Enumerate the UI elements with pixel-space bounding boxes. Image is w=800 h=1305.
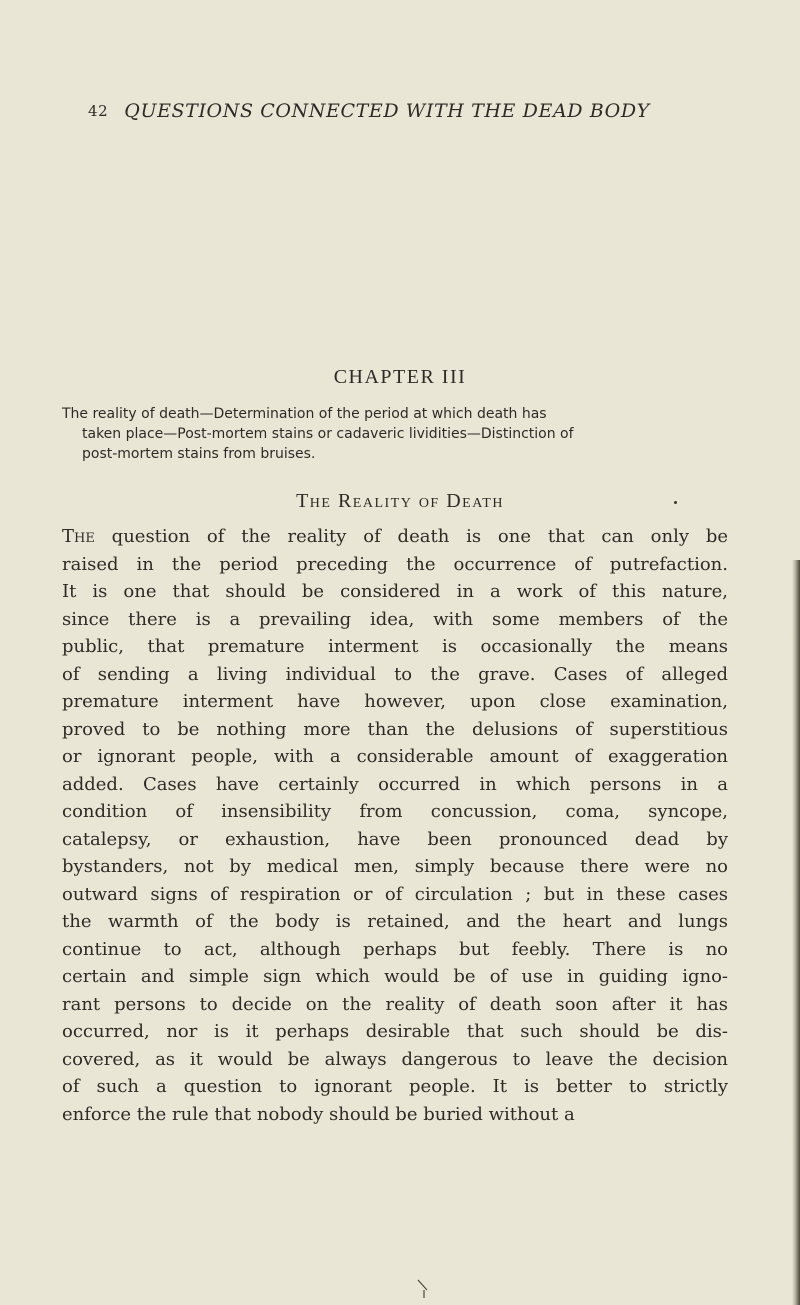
body-line: raised in the period preceding the occurrence of putrefaction. [62,553,728,575]
body-line: or ignorant people, with a considerable amount of exaggeration [62,746,728,767]
body-line: premature interment have however, upon close examination, [62,691,728,712]
body-line: the warmth of the body is retained, and the heart and lungs [62,911,728,932]
synopsis-line: The reality of death—Determination of the period at which death has [62,406,547,422]
body-line: covered, as it would be always dangerous to leave the decision [62,1048,728,1070]
body-line: catalepsy, or exhaustion, have been pronounced dead by [62,828,728,850]
body-line: continue to act, although perhaps but feebly. There is no [62,938,728,960]
synopsis-line: post-mortem stains from bruises. [82,446,316,462]
body-paragraph [62,523,728,1128]
stray-ink-dot [674,501,677,504]
body-line: occurred, nor is it perhaps desirable that such should be dis- [62,1021,728,1042]
running-head [88,100,728,130]
body-line: since there is a prevailing idea, with some members of the [62,608,728,630]
body-line: added. Cases have certainly occurred in which persons in a [62,773,728,795]
page-edge-shadow [792,560,800,1305]
body-line: of sending a living individual to the grave. Cases of alleged [62,663,728,685]
synopsis-line: taken place—Post-mortem stains or cadaveric lividities—Distinction of [82,426,574,442]
body-line: condition of insensibility from concussion, coma, syncope, [62,801,728,822]
body-line: public, that premature interment is occasionally the means [62,636,728,657]
body-line: of such a question to ignorant people. It is better to strictly [62,1076,728,1097]
body-line [62,523,728,551]
running-head-title: QUESTIONS CONNECTED WITH THE DEAD BODY [124,100,650,122]
lead-word: The [62,526,95,547]
chapter-title: CHAPTER III [333,366,467,388]
body-line: It is one that should be considered in a work of this nature, [62,581,728,602]
body-line: proved to be nothing more than the delusions of superstitious [62,718,728,740]
section-heading: The Reality of Death [296,490,504,512]
first-line-text: question of the reality of death is one that can only be [111,526,728,547]
chapter-synopsis [62,404,727,464]
body-line: rant persons to decide on the reality of death soon after it has [62,993,728,1015]
body-line: enforce the rule that nobody should be buried without a [62,1103,575,1125]
body-line: bystanders, not by medical men, simply because there were no [62,856,728,877]
page-number: 42 [88,102,109,120]
body-line: outward signs of respiration or of circulation ; but in these cases [62,883,728,905]
signature-mark-icon [416,1278,430,1300]
body-line: certain and simple sign which would be of use in guiding igno- [62,966,728,987]
